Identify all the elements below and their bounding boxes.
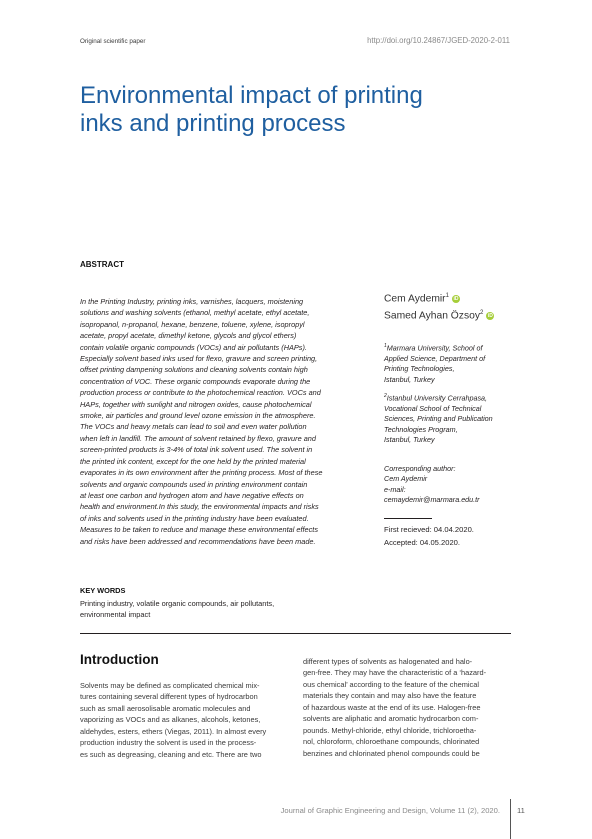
abstract-line: smoke, air particles and ground level ozone emission in the atmosphere. xyxy=(80,411,316,421)
article-type: Original scientific paper xyxy=(80,38,146,45)
body-text-line: such as small aerosolisable aromatic molecules and xyxy=(80,703,251,713)
abstract-line: Especially solvent based inks used for flexo, gravure and screen printing, xyxy=(80,354,318,364)
body-text-line: vaporizing as VOCs and as alkanes, alcohols, ketones, xyxy=(80,715,261,725)
abstract-line: acetate, propyl acetate, dimethyl ketone, glycols and glycol ethers) xyxy=(80,331,297,341)
dates xyxy=(384,523,474,549)
body-text-line: es such as degreasing, cleaning and etc. There are two xyxy=(80,749,262,759)
title-line: Environmental impact of printing xyxy=(80,82,423,109)
corresponding-name: Cem Aydemir xyxy=(384,474,428,484)
introduction-heading: Introduction xyxy=(80,652,159,667)
author-affil-sup: 1 xyxy=(445,293,449,299)
body-text-line: different types of solvents as halogenated and halo- xyxy=(303,657,473,666)
intro-right-column xyxy=(303,656,511,759)
body-text-line: Solvents may be defined as complicated chemical mix- xyxy=(80,681,260,690)
page-number: 11 xyxy=(517,806,525,815)
body-text-line: tures containing several different types of hydrocarbon xyxy=(80,692,258,702)
body-text-line: production industry the solvent is used in the process- xyxy=(80,738,257,748)
author-2 xyxy=(384,310,494,321)
body-text-line: pounds. Methyl-chloride, ethyl chloride, trichloroetha- xyxy=(303,725,477,735)
journal-footer: Journal of Graphic Engineering and Design, Volume 11 (2), 2020. xyxy=(280,806,500,815)
abstract-line: screen-printed products is 3-4% of total ink solvent used. The solvent in xyxy=(80,445,313,455)
abstract-line: Measures to be taken to reduce and manage these environmental effects xyxy=(80,525,319,535)
affil-sup: 1 xyxy=(384,343,387,349)
abstract-line: evaporates in its own environment after the printing process. Most of these xyxy=(80,468,323,478)
author-name: Samed Ayhan Özsoy xyxy=(384,310,480,322)
author-affil-sup: 2 xyxy=(479,310,484,316)
body-text-line: of hazardous waste at the end of its use. Halogen-free xyxy=(303,702,481,712)
affiliation-1 xyxy=(384,341,485,385)
orcid-icon[interactable]: iD xyxy=(453,296,459,303)
author-name: Cem Aydemir xyxy=(384,293,446,305)
affil-line: Sciences, Printing and Publication xyxy=(384,414,493,424)
accepted-date: Accepted: 04.05.2020. xyxy=(384,538,460,547)
keywords-line: environmental impact xyxy=(80,610,151,619)
email-label: e-mail: xyxy=(384,484,406,494)
affil-line: Printing Technologies, xyxy=(384,364,455,374)
abstract-line: solvents and organic compounds used in printing environment contain xyxy=(80,479,308,489)
divider xyxy=(384,518,432,519)
abstract-line: contain volatile organic compounds (VOCs) and air pollutants (HAPs). xyxy=(80,342,307,352)
abstract-line: HAPs, together with sunlight and nitrogen oxides, cause photochemical xyxy=(80,399,312,409)
abstract-line: In the Printing Industry, printing inks, varnishes, lacquers, moistening xyxy=(80,297,304,306)
abstract-line: isopropanol, n-propanol, hexane, benzene, toluene, xylene, isopropyl xyxy=(80,319,305,329)
affiliation-2 xyxy=(384,391,493,445)
affil-line: Istanbul, Turkey xyxy=(384,374,435,384)
author-1 xyxy=(384,293,460,304)
abstract-line: and risks have been addressed and recommendations have been made. xyxy=(80,536,316,546)
abstract-line: of inks and solvents used in the printing industry have been evaluated. xyxy=(80,513,309,523)
keywords-body xyxy=(80,598,274,620)
abstract-heading: ABSTRACT xyxy=(80,260,124,269)
affil-line: Istanbul University Cerrahpasa, xyxy=(386,393,488,403)
abstract-line: production process or contribute to the photochemical reaction. VOCs and xyxy=(80,388,321,398)
body-text-line: solvents are aliphatic and aromatic hydrocarbon com- xyxy=(303,714,479,724)
body-text-line: ous chemical’ according to the feature of the chemical xyxy=(303,679,479,689)
affil-line: Technologies Program, xyxy=(384,424,458,434)
abstract-line: The VOCs and heavy metals can lead to soil and even water pollution xyxy=(80,422,307,432)
affil-line: Marmara University, School of xyxy=(386,343,483,353)
body-text-line: aldehydes, esters, ethers (Viegas, 2011). In almost every xyxy=(80,726,267,736)
orcid-icon[interactable]: iD xyxy=(487,313,493,320)
abstract-body xyxy=(80,296,362,547)
corresponding-author xyxy=(384,464,480,506)
affil-line: Istanbul, Turkey xyxy=(384,435,435,445)
abstract-line: concentration of VOC. These organic compounds evaporate during the xyxy=(80,376,311,386)
body-text-line: gen-free. They may have the characteristic of a ‘hazard- xyxy=(303,668,487,678)
title-line: inks and printing process xyxy=(80,110,346,137)
doi-link[interactable]: http://doi.org/10.24867/JGED-2020-2-011 xyxy=(367,36,510,45)
affil-sup: 2 xyxy=(384,393,387,399)
received-date: First recieved: 04.04.2020. xyxy=(384,525,474,534)
body-text-line: materials they contain and may also have the feature xyxy=(303,691,477,701)
affil-line: Applied Science, Department of xyxy=(384,353,486,363)
corresponding-label: Corresponding author: xyxy=(384,464,456,473)
paper-title xyxy=(80,82,500,138)
intro-left-column xyxy=(80,680,286,760)
abstract-line: solutions and washing solvents (ethanol, methyl acetate, ethyl acetate, xyxy=(80,308,310,318)
keywords-heading: KEY WORDS xyxy=(80,586,126,595)
footer-divider xyxy=(510,799,511,839)
abstract-line: at least one carbon and hydrogen atom and have negative effects on xyxy=(80,490,304,500)
abstract-line: health and environment.In this study, the environmental impacts and risks xyxy=(80,502,319,512)
section-divider xyxy=(80,633,511,634)
email-link[interactable]: cemaydemir@marmara.edu.tr xyxy=(384,495,480,505)
abstract-line: when left in landfill. The amount of solvent retained by flexo, gravure and xyxy=(80,433,316,443)
affil-line: Vocational School of Technical xyxy=(384,403,482,413)
body-text-line: benzines and chlorinated phenol compounds could be xyxy=(303,748,480,758)
body-text-line: nol, chloroform, chloroethane compounds, chlorinated xyxy=(303,737,480,747)
abstract-line: the printed ink content, except for the one held by the printed material xyxy=(80,456,306,466)
keywords-line: Printing industry, volatile organic compounds, air pollutants, xyxy=(80,599,275,608)
abstract-line: offset printing dampening solutions and cleaning solvents contain high xyxy=(80,365,308,375)
